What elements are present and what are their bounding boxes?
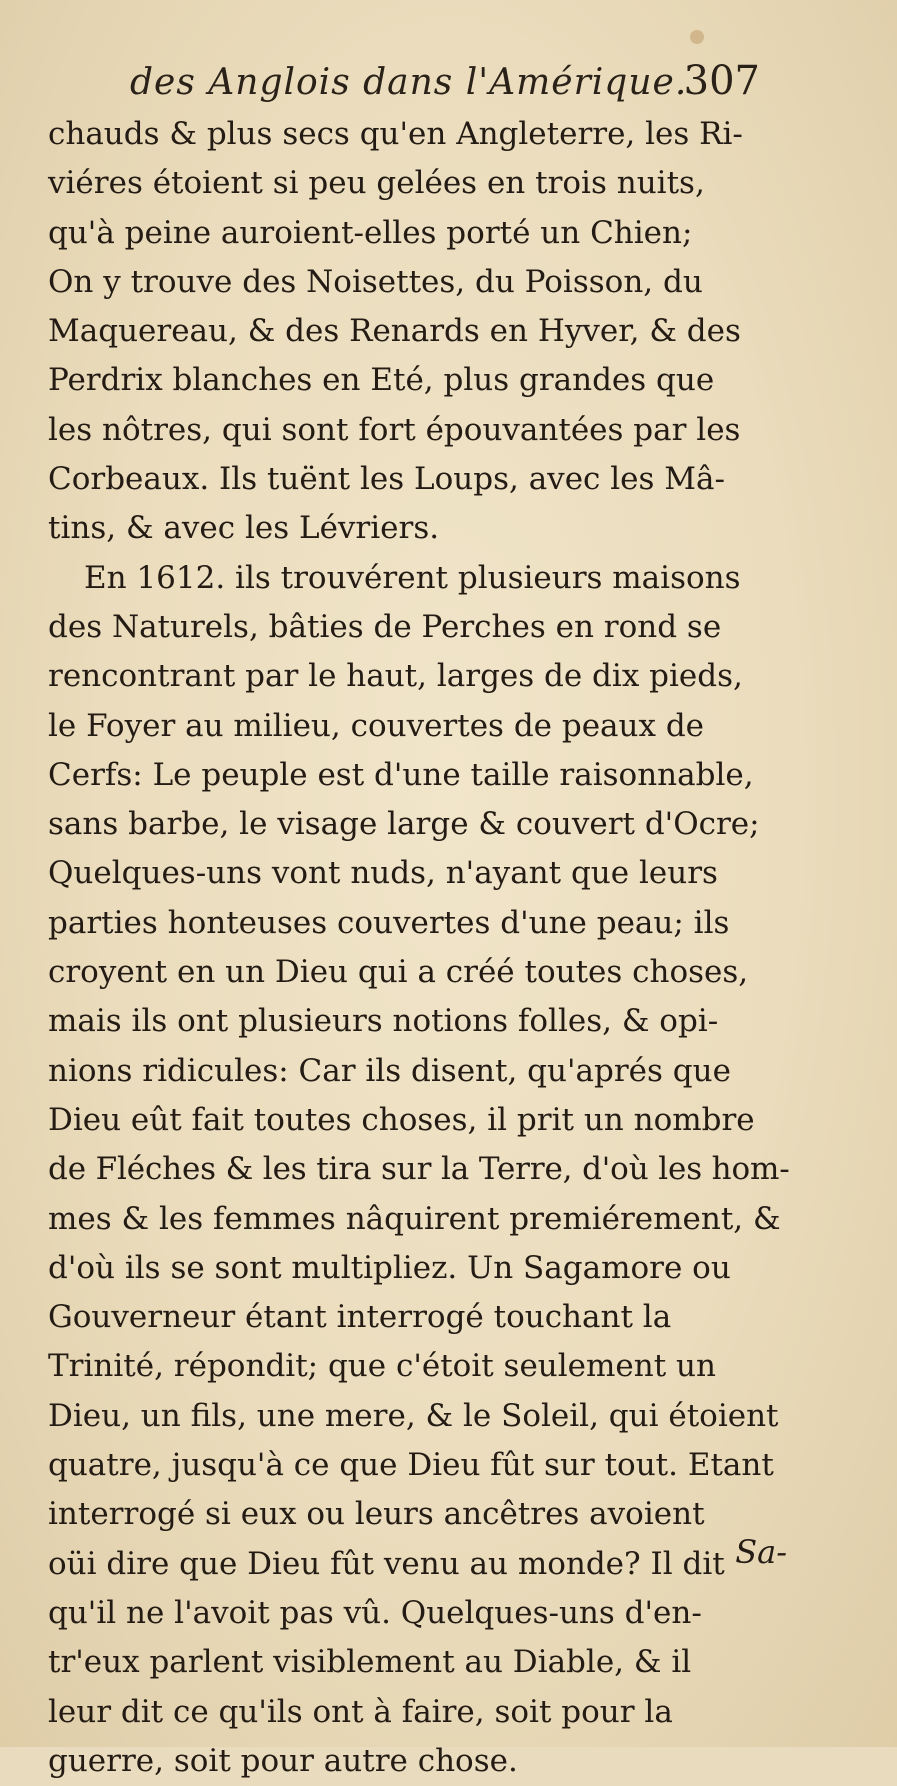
- text-line: nions ridicules: Car ils disent, qu'aprés que: [48, 1052, 731, 1089]
- text-line: Quelques-uns vont nuds, n'ayant que leurs: [48, 855, 718, 892]
- text-line: leur dit ce qu'ils ont à faire, soit pour la: [48, 1693, 673, 1730]
- text-line: Dieu eût fait toutes choses, il prit un nombre: [48, 1101, 755, 1138]
- body-text: [48, 110, 790, 1786]
- paragraph-start-line: En 1612. ils trouvérent plusieurs maisons: [84, 559, 741, 596]
- text-line: Maquereau, & des Renards en Hyver, & des: [48, 313, 741, 350]
- text-line: qu'à peine auroient-elles porté un Chien;: [48, 214, 693, 251]
- text-line: croyent en un Dieu qui a créé toutes choses,: [48, 954, 749, 991]
- text-line: des Naturels, bâties de Perches en rond se: [48, 608, 722, 645]
- text-line: chauds & plus secs qu'en Angleterre, les Ri-: [48, 116, 743, 152]
- text-line: mais ils ont plusieurs notions folles, & opi-: [48, 1003, 719, 1040]
- text-line: oüi dire que Dieu fût venu au monde? Il dit: [48, 1545, 725, 1582]
- text-line: sans barbe, le visage large & couvert d'Ocre;: [48, 806, 760, 843]
- text-line: Cerfs: Le peuple est d'une taille raisonnable,: [48, 756, 754, 793]
- text-line: qu'il ne l'avoit pas vû. Quelques-uns d'en-: [48, 1594, 702, 1631]
- text-line: tr'eux parlent visiblement au Diable, & il: [48, 1644, 692, 1681]
- text-line: Dieu, un fils, une mere, & le Soleil, qui étoient: [48, 1397, 779, 1434]
- text-line: quatre, jusqu'à ce que Dieu fût sur tout. Etant: [48, 1447, 774, 1484]
- text-line: rencontrant par le haut, larges de dix pieds,: [48, 658, 743, 695]
- catchword: Sa-: [735, 1533, 787, 1571]
- text-line: tins, & avec les Lévriers.: [48, 510, 440, 547]
- running-title: des Anglois dans l'Amérique.: [130, 62, 688, 103]
- text-line: d'où ils se sont multipliez. Un Sagamore ou: [48, 1249, 731, 1286]
- text-line: interrogé si eux ou leurs ancêtres avoient: [48, 1496, 705, 1533]
- text-line: les nôtres, qui sont fort épouvantées par les: [48, 411, 741, 448]
- ink-stain: [690, 30, 704, 44]
- text-line: Trinité, répondit; que c'étoit seulement un: [48, 1348, 716, 1385]
- text-line: Gouverneur étant interrogé touchant la: [48, 1299, 672, 1336]
- text-line: Corbeaux. Ils tuënt les Loups, avec les Mâ-: [48, 461, 725, 498]
- page-number: 307: [683, 58, 760, 104]
- text-line: Perdrix blanches en Eté, plus grandes que: [48, 362, 715, 399]
- text-line: le Foyer au milieu, couvertes de peaux de: [48, 707, 705, 744]
- text-line: de Fléches & les tira sur la Terre, d'où les hom-: [48, 1151, 790, 1188]
- text-line: On y trouve des Noisettes, du Poisson, du: [48, 263, 703, 300]
- text-line: viéres étoient si peu gelées en trois nuits,: [48, 165, 705, 202]
- page-header: [110, 52, 770, 112]
- text-line: parties honteuses couvertes d'une peau; ils: [48, 904, 730, 941]
- text-line: guerre, soit pour autre chose.: [48, 1742, 518, 1779]
- text-line: mes & les femmes nâquirent premiérement, &: [48, 1200, 781, 1237]
